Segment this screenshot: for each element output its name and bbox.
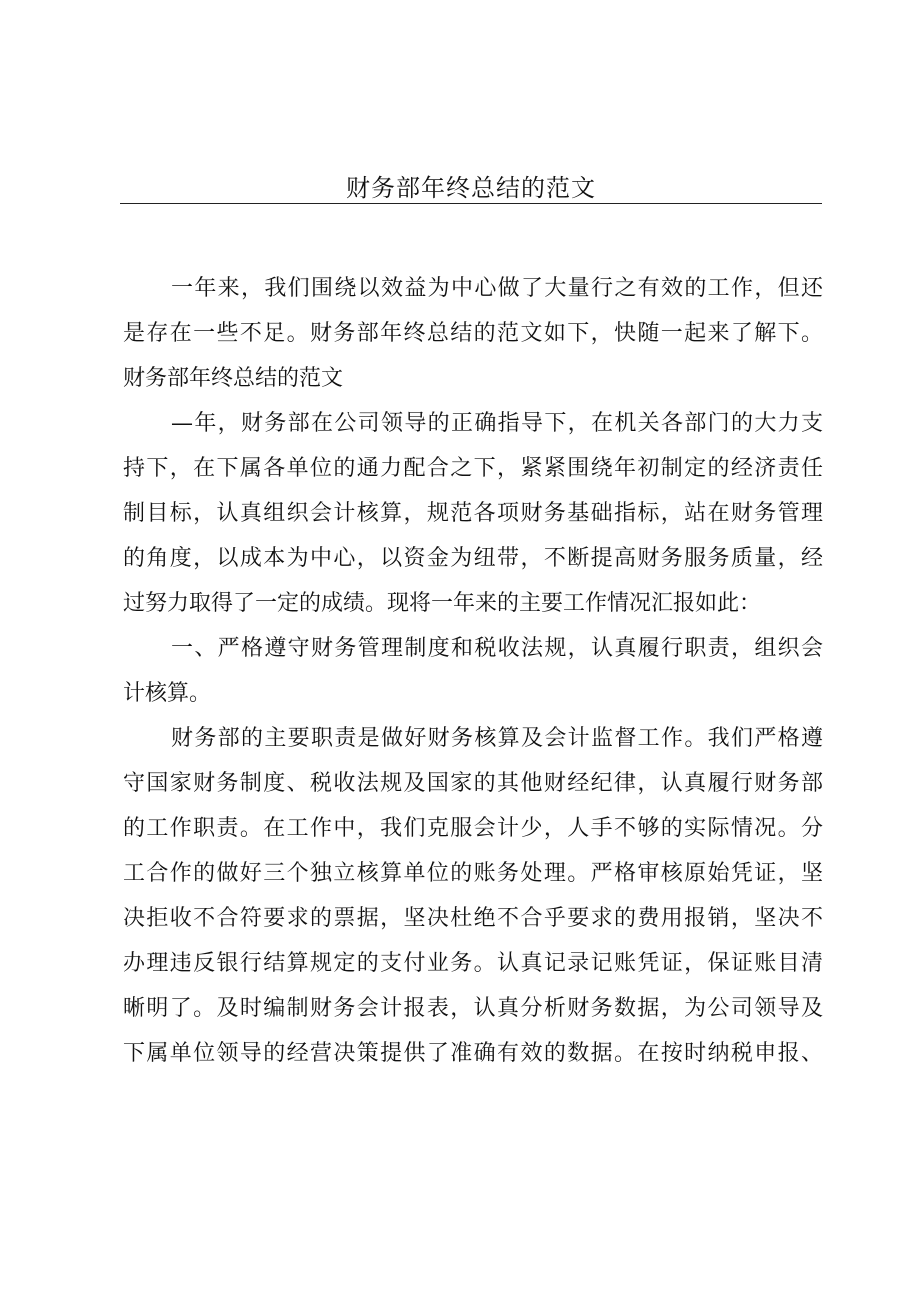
paragraph-line: 的角度，以成本为中心，以资金为纽带，不断提高财务服务质量，经: [123, 546, 823, 571]
paragraph-line: 制目标，认真组织会计核算，规范各项财务基础指标，站在财务管理: [123, 501, 823, 526]
paragraph-line: 持下，在下属各单位的通力配合之下，紧紧围绕年初制定的经济责任: [123, 456, 823, 481]
paragraph-line: 守国家财务制度、税收法规及国家的其他财经纪律，认真履行财务部: [123, 771, 823, 796]
section-heading: 财务部年终总结的范文: [123, 366, 344, 391]
paragraph-line: 办理违反银行结算规定的支付业务。认真记录记账凭证，保证账目清: [123, 951, 823, 976]
title-underline: [120, 203, 822, 204]
paragraph-line: 财务部的主要职责是做好财务核算及会计监督工作。我们严格遵: [171, 726, 823, 751]
document-body: [123, 266, 823, 1076]
paragraph-line: —年，财务部在公司领导的正确指导下，在机关各部门的大力支: [171, 411, 823, 436]
paragraph-line: 计核算。: [123, 681, 212, 706]
paragraph-line: 过努力取得了一定的成绩。现将一年来的主要工作情况汇报如此：: [123, 591, 762, 616]
document-title: 财务部年终总结的范文: [346, 174, 596, 202]
paragraph-line: 是存在一些不足。财务部年终总结的范文如下，快随一起来了解下。: [123, 321, 823, 346]
paragraph-line: 一年来，我们围绕以效益为中心做了大量行之有效的工作，但还: [171, 276, 823, 301]
paragraph-line: 下属单位领导的经营决策提供了准确有效的数据。在按时纳税申报、: [123, 1041, 823, 1066]
paragraph-line: 一、严格遵守财务管理制度和税收法规，认真履行职责，组织会: [171, 636, 823, 661]
paragraph-line: 工合作的做好三个独立核算单位的账务处理。严格审核原始凭证，坚: [123, 861, 823, 886]
paragraph-line: 晰明了。及时编制财务会计报表，认真分析财务数据，为公司领导及: [123, 996, 823, 1021]
paragraph-line: 的工作职责。在工作中，我们克服会计少，人手不够的实际情况。分: [123, 816, 823, 841]
paragraph-line: 决拒收不合符要求的票据，坚决杜绝不合乎要求的费用报销，坚决不: [123, 906, 823, 931]
